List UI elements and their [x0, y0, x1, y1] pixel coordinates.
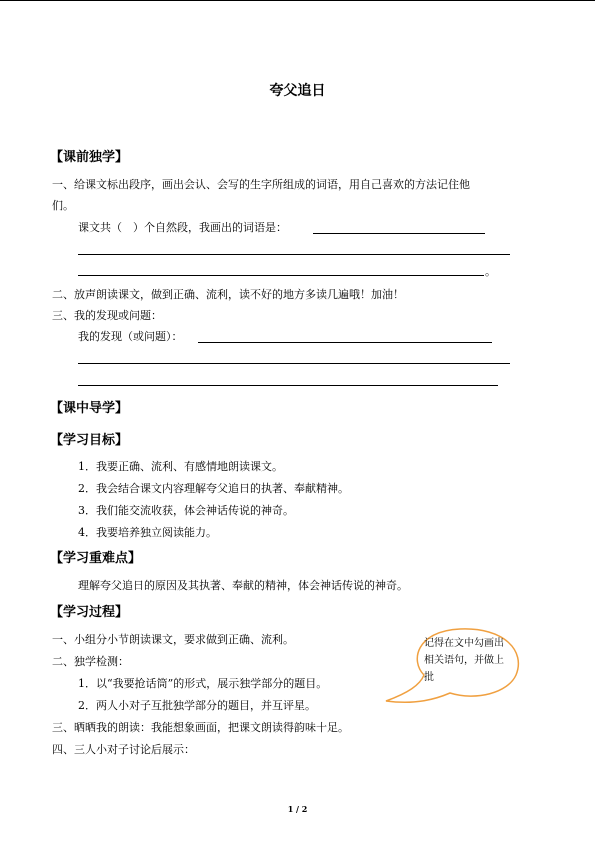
speech-bubble-text: 记得在文中勾画出相关语句，并做上批: [424, 638, 504, 683]
goal-item: 4．我要培养独立阅读能力。: [78, 526, 217, 539]
process-step-4: 四、三人小对子讨论后展示：: [52, 743, 195, 756]
page-title: 夸父追日: [269, 83, 326, 99]
pre-study-item-3-sub: 我的发现（或问题）：: [78, 330, 183, 343]
section-heading-key-points: 【学习重难点】: [50, 551, 142, 566]
key-points-text: 理解夸父追日的原因及其执著、奉献的精神，体会神话传说的神奇。: [78, 579, 408, 592]
pre-study-item-3: 三、我的发现或问题：: [52, 309, 162, 322]
pre-study-item-1-line-1: 一、给课文标出段序，画出会认、会写的生字所组成的词语，用自己喜欢的方法记住他: [52, 178, 470, 191]
process-step-2-sub-2: 2．两人小对子互批独学部分的题目，并互评星。: [78, 699, 316, 712]
goal-item: 1．我要正确、流利、有感情地朗读课文。: [78, 460, 283, 473]
pre-study-item-1-line-2: 们。: [52, 199, 74, 212]
pre-study-item-2: 二、放声朗读课文，做到正确、流利，读不好的地方多读几遍哦！加油！: [52, 288, 404, 301]
process-step-2: 二、独学检测：: [52, 655, 129, 668]
answer-line: [313, 233, 485, 234]
page-number: 1 / 2: [287, 804, 308, 814]
goal-item: 2．我会结合课文内容理解夸父追日的执著、奉献精神。: [78, 482, 349, 495]
answer-line: [78, 363, 510, 364]
answer-line: [198, 342, 492, 343]
process-step-1: 一、小组分小节朗读课文，要求做到正确、流利。: [52, 633, 294, 646]
process-step-2-sub-1: 1．以“我要抢话筒”的形式，展示独学部分的题目。: [78, 677, 328, 690]
section-heading-in-class: 【课中导学】: [50, 401, 129, 416]
goal-item: 3．我们能交流收获，体会神话传说的神奇。: [78, 504, 294, 517]
process-step-3: 三、晒晒我的朗读：我能想象画面，把课文朗读得韵味十足。: [52, 721, 349, 734]
answer-line: [78, 254, 510, 255]
pre-study-item-1-sub: 课文共（ ）个自然段，我画出的词语是：: [78, 221, 287, 234]
answer-line: [78, 275, 484, 276]
section-heading-goals: 【学习目标】: [50, 433, 129, 448]
section-heading-process: 【学习过程】: [50, 605, 129, 620]
section-heading-pre-study: 【课前独学】: [50, 150, 129, 165]
line-end-period: 。: [485, 265, 496, 278]
answer-line: [78, 385, 498, 386]
